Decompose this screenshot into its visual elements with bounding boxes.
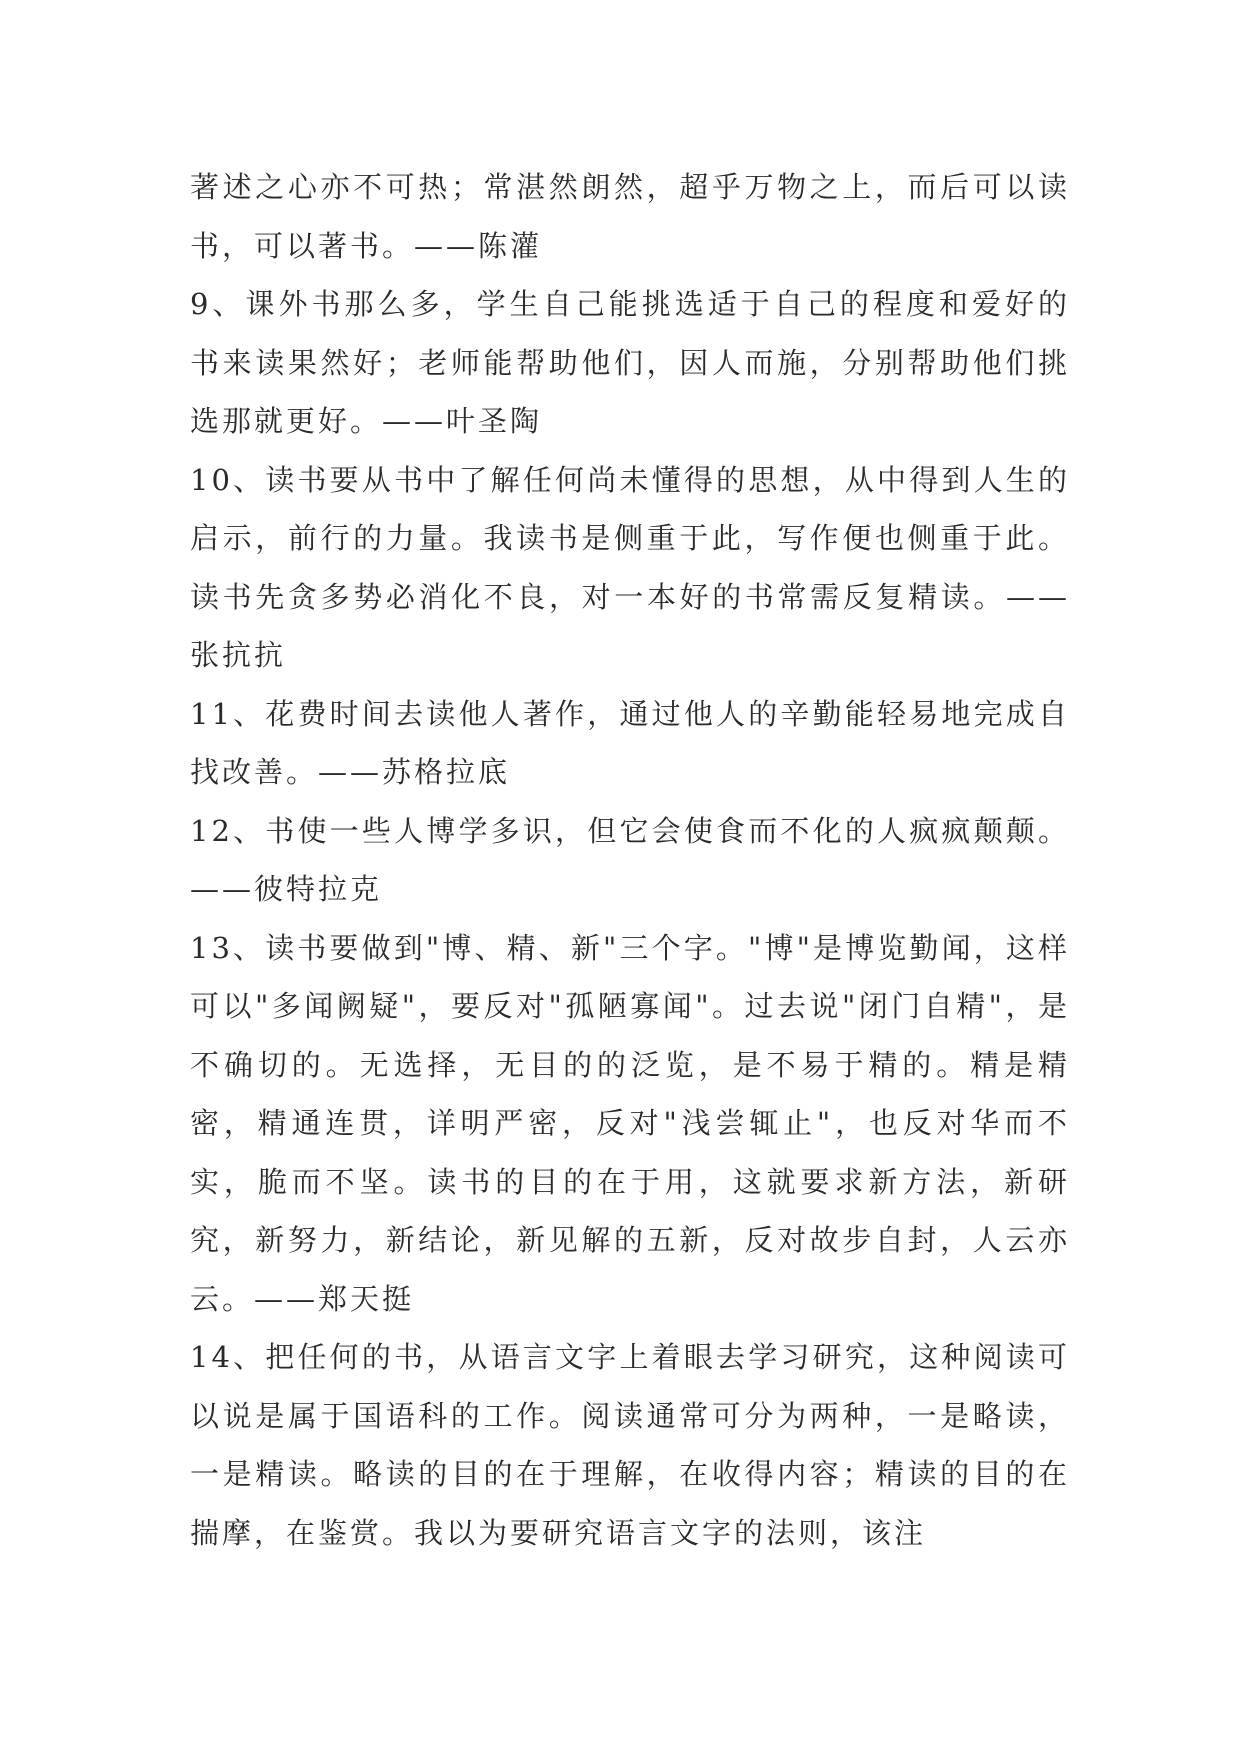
quote-12: 12、书使一些人博学多识，但它会使食而不化的人疯疯颠颠。——彼特拉克 bbox=[190, 813, 1070, 906]
document-body bbox=[190, 158, 1070, 1562]
quote-9: 9、课外书那么多，学生自己能挑选适于自己的程度和爱好的书来读果然好；老师能帮助他们，因人而施，分别帮助他们挑选那就更好。——叶圣陶 bbox=[190, 287, 1070, 438]
quote-13: 13、读书要做到"博、精、新"三个字。"博"是博览勤闻，这样可以"多闻阙疑"，要反对"孤陋寡闻"。过去说"闭门自精"，是不确切的。无选择，无目的的泛览，是不易于精的。精是精密，精通连贯，详明严密，反对"浅尝辄止"，也反对华而不实，脆而不坚。读书的目的在于用，这就要求新方法，新研究，新努力，新结论，新见解的五新，反对故步自封，人云亦云。——郑天挺 bbox=[190, 930, 1070, 1316]
quote-10: 10、读书要从书中了解任何尚未懂得的思想，从中得到人生的启示，前行的力量。我读书是侧重于此，写作便也侧重于此。读书先贪多势必消化不良，对一本好的书常需反复精读。——张抗抗 bbox=[190, 462, 1070, 672]
quote-11: 11、花费时间去读他人著作，通过他人的辛勤能轻易地完成自找改善。——苏格拉底 bbox=[190, 696, 1070, 789]
paragraph-continued: 著述之心亦不可热；常湛然朗然，超乎万物之上，而后可以读书，可以著书。——陈灌 bbox=[190, 170, 1070, 263]
quote-14: 14、把任何的书，从语言文字上着眼去学习研究，这种阅读可以说是属于国语科的工作。阅读通常可分为两种，一是略读，一是精读。略读的目的在于理解，在收得内容；精读的目的在揣摩，在鉴赏。我以为要研究语言文字的法则，该注 bbox=[190, 1340, 1070, 1550]
